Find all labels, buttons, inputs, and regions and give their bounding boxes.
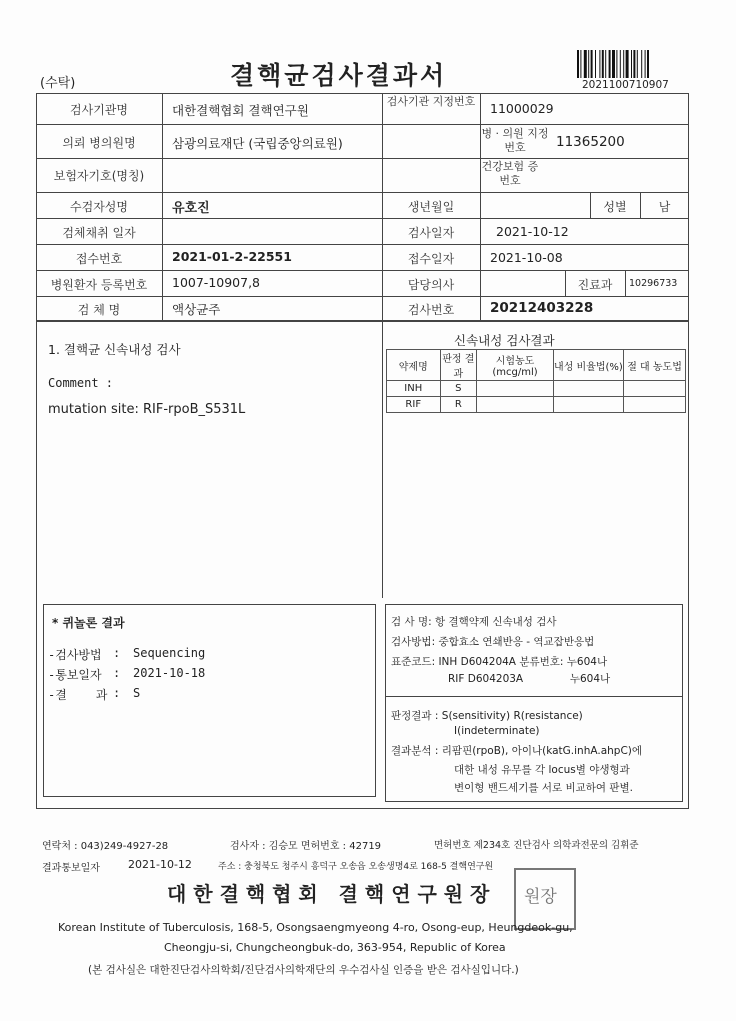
report-date-value: 2021-10-18 <box>133 666 206 680</box>
barcode-bar <box>623 50 624 78</box>
patient-reg-label: 병원환자 등록번호 <box>50 278 148 292</box>
barcode <box>577 50 671 78</box>
barcode-bar <box>620 50 621 78</box>
interp-line2: I(indeterminate) <box>454 725 540 737</box>
absolute-cell <box>624 381 686 397</box>
proportion-cell <box>553 397 623 413</box>
collection-date-label: 검체채취 일자 <box>62 226 136 240</box>
barcode-bar <box>595 50 596 78</box>
analysis-line2: 대한 내성 유무를 각 locus별 야생형과 <box>454 764 630 776</box>
header-concentration: 시험농도 (mcg/ml) <box>477 350 554 381</box>
barcode-bar <box>591 50 593 78</box>
barcode-bar <box>641 50 642 78</box>
analysis-line3: 변이형 밴드세기를 서로 비교하여 판별. <box>454 782 633 794</box>
result-label: -결 과 <box>48 688 108 702</box>
header-judgment: 판정 결과 <box>440 350 477 381</box>
birth-label: 생년월일 <box>407 200 455 214</box>
patient-name-label: 수검자성명 <box>70 200 128 214</box>
barcode-bar <box>631 50 632 78</box>
hospital-code-value: 11365200 <box>556 134 625 150</box>
barcode-bar <box>599 50 600 78</box>
analysis-line1: 결과분석 : 리팜핀(rpoB), 아이나(katG.inhA.ahpC)에 <box>391 745 643 757</box>
result-colon: : <box>113 686 121 700</box>
test-date-value: 2021-10-12 <box>496 224 569 239</box>
report-date-colon: : <box>113 666 121 680</box>
barcode-number: 2021100710907 <box>582 79 669 91</box>
exam-no-value: 20212403228 <box>490 300 594 316</box>
barcode-bar <box>584 50 587 78</box>
judgment-cell: S <box>440 381 477 397</box>
institution-code-value: 11000029 <box>490 101 554 116</box>
hospital-label: 의뢰 병의원명 <box>62 136 136 150</box>
barcode-bar <box>605 50 606 78</box>
hospital-value: 삼광의료재단 (국립중앙의료원) <box>172 136 343 151</box>
comment-label: Comment : <box>48 376 114 390</box>
barcode-bar <box>580 50 581 78</box>
method-colon: : <box>113 646 121 660</box>
method-line3: 표준코드: INH D604204A 분류번호: 누604나 <box>391 656 608 668</box>
quinolone-title: * 퀴놀론 결과 <box>52 616 125 630</box>
license: 면허번호 제234호 진단검사 의학과전문의 김휘준 <box>434 840 639 851</box>
method-line2: 검사방법: 중합효소 연쇄반응 - 역교잡반응법 <box>391 636 595 648</box>
institute-name-en-2: Cheongju-si, Chungcheongbuk-do, 363-954, Republic of Korea <box>164 941 506 954</box>
specimen-label: 검 체 명 <box>77 303 121 317</box>
method-label: -검사방법 <box>48 648 102 662</box>
table-row <box>387 381 686 397</box>
barcode-bar <box>637 50 638 78</box>
institute-name-ko: 대 한 결 핵 협 회 결 핵 연 구 원 장 <box>167 882 490 906</box>
sex-value: 남 <box>658 200 671 214</box>
rapid-table-title: 신속내성 검사결과 <box>454 333 555 348</box>
barcode-bar <box>633 50 635 78</box>
test-date-label: 검사일자 <box>407 226 455 240</box>
absolute-cell <box>624 397 686 413</box>
report-date-footer-value: 2021-10-12 <box>128 858 192 871</box>
health-id-label: 건강보험 증번호 <box>481 160 539 187</box>
dept-value: 10296733 <box>629 278 678 289</box>
mutation-text: mutation site: RIF-rpoB_S531L <box>48 402 246 417</box>
method-line1: 검 사 명: 항 결핵약제 신속내성 검사 <box>391 616 557 628</box>
page-title: 결핵균검사결과서 <box>230 61 448 90</box>
drug-cell: RIF <box>387 397 441 413</box>
address: 주소 : 충청북도 청주시 흥덕구 오송읍 오송생명4로 168-5 결핵연구원 <box>218 862 494 872</box>
contact: 연락처 : 043)249-4927-28 <box>42 841 169 852</box>
insured-label: 보험자기호(명칭) <box>53 169 145 183</box>
reception-date-value: 2021-10-08 <box>490 250 563 265</box>
patient-name-value: 유호진 <box>172 201 210 216</box>
exam-no-label: 검사번호 <box>407 303 455 317</box>
reception-no-label: 접수번호 <box>75 252 123 266</box>
barcode-bar <box>647 50 649 78</box>
hospital-code-label: 병 · 의원 지정번호 <box>481 127 549 154</box>
judgment-cell: R <box>440 397 477 413</box>
report-date-footer-label: 결과통보일자 <box>42 863 100 874</box>
report-date-label: -통보일자 <box>48 668 102 682</box>
table-row <box>387 397 686 413</box>
rapid-result-table <box>386 349 686 413</box>
certification: (본 검사실은 대한진단검사의학회/진단검사의학재단의 우수검사실 인증을 받은 검사실입니다.) <box>88 964 519 976</box>
institution-value: 대한결핵협회 결핵연구원 <box>172 103 309 118</box>
receipt-mark: (수탁) <box>40 76 76 91</box>
concentration-cell <box>477 397 554 413</box>
header-absolute: 절 대 농도법 <box>624 350 686 381</box>
barcode-bar <box>626 50 629 78</box>
dept-label: 진료과 <box>577 278 613 292</box>
proportion-cell <box>553 381 623 397</box>
barcode-bar <box>577 50 579 78</box>
barcode-bar <box>616 50 617 78</box>
barcode-bar <box>609 50 611 78</box>
barcode-bar <box>645 50 646 78</box>
method-line4: RIF D604203A 누604나 <box>448 673 611 685</box>
institution-label: 검사기관명 <box>70 103 128 117</box>
doctor-label: 담당의사 <box>407 278 455 292</box>
test-title: 1. 결핵균 신속내성 검사 <box>48 342 181 357</box>
reception-no-value: 2021-01-2-22551 <box>172 249 292 264</box>
examiner: 검사자 : 김승모 면허번호 : 42719 <box>230 841 382 852</box>
result-value: S <box>133 686 141 700</box>
barcode-bar <box>602 50 604 78</box>
institute-name-en-1: Korean Institute of Tuberculosis, 168-5, Osongsaengmyeong 4-ro, Osong-eup, Heungdeok-gu, <box>58 921 573 934</box>
drug-cell: INH <box>387 381 441 397</box>
barcode-bar <box>612 50 615 78</box>
concentration-cell <box>477 381 554 397</box>
institution-code-label: 검사기관 지정번호 <box>386 95 476 108</box>
header-drug: 약제명 <box>387 350 441 381</box>
seal-text: 원장 <box>524 887 557 907</box>
reception-date-label: 접수일자 <box>407 252 455 266</box>
patient-reg-value: 1007-10907,8 <box>172 275 261 290</box>
sex-label: 성별 <box>603 200 627 214</box>
method-value: Sequencing <box>133 646 206 660</box>
barcode-bar <box>588 50 589 78</box>
specimen-value: 액상균주 <box>172 302 221 317</box>
header-proportion: 내성 비율법(%) <box>553 350 623 381</box>
interp-line1: 판정결과 : S(sensitivity) R(resistance) <box>391 710 583 722</box>
